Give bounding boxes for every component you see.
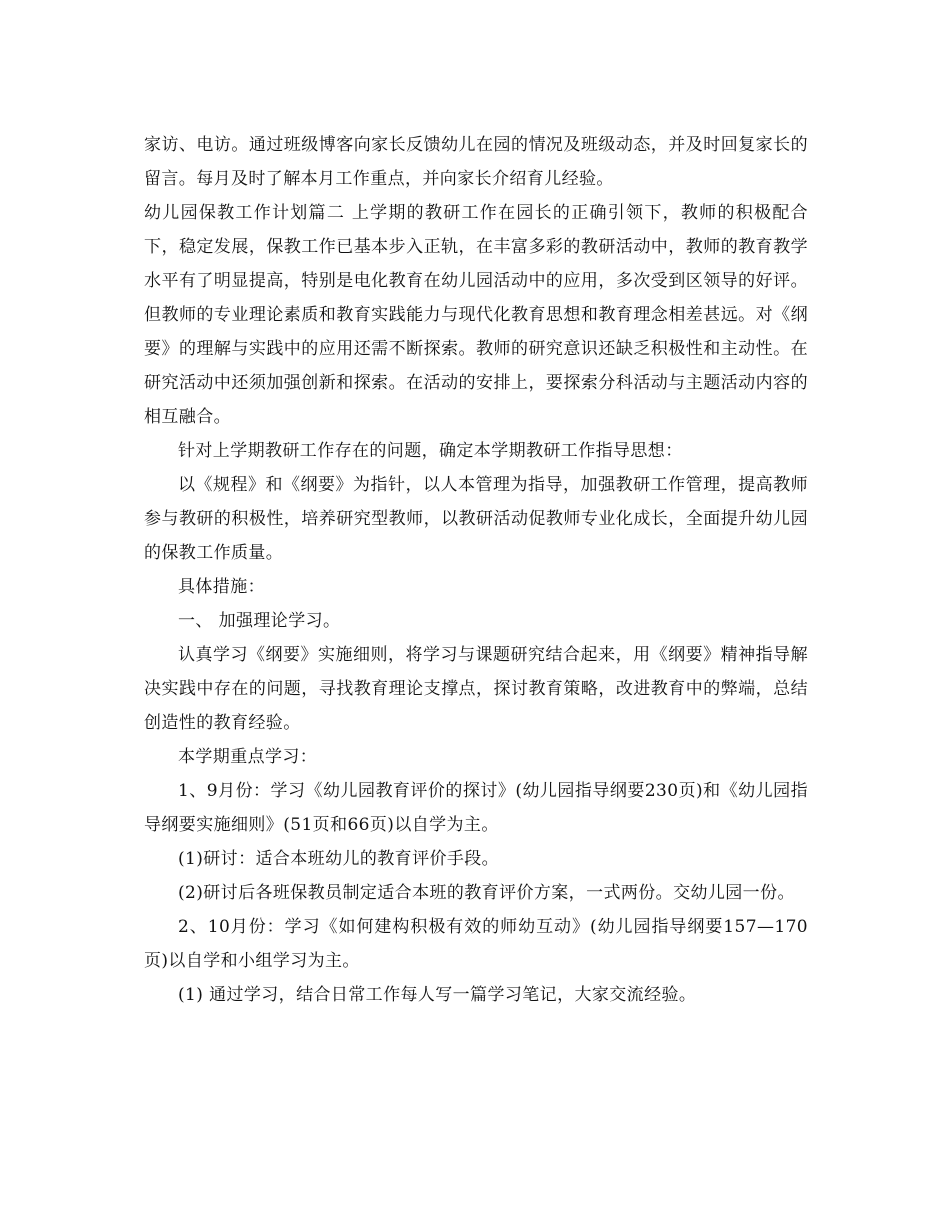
paragraph: 家访、电访。通过班级博客向家长反馈幼儿在园的情况及班级动态，并及时回复家长的留言。每月及时了解本月工作重点，并向家长介绍育儿经验。	[144, 135, 808, 189]
paragraph: (1) 通过学习，结合日常工作每人写一篇学习笔记，大家交流经验。	[178, 985, 697, 1005]
document-body	[144, 128, 808, 1012]
paragraph-with-title	[144, 196, 808, 434]
paragraph-text: 上学期的教研工作在园长的正确引领下，教师的积极配合下，稳定发展，保教工作已基本步入正轨，在丰富多彩的教研活动中，教师的教育教学水平有了明显提高，特别是电化教育在幼儿园活动中的应用，多次受到区领导的好评。但教师的专业理论素质和教育实践能力与现代化教育思想和教育理念相差甚远。对《纲要》的理解与实践中的应用还需不断探索。教师的研究意识还缺乏积极性和主动性。在研究活动中还须加强创新和探索。在活动的安排上，要探索分科活动与主题活动内容的相互融合。	[144, 203, 808, 427]
paragraph: (1)研讨：适合本班幼儿的教育评价手段。	[178, 849, 500, 869]
paragraph-gap	[345, 203, 352, 223]
paragraph: 针对上学期教研工作存在的问题，确定本学期教研工作指导思想：	[178, 441, 683, 461]
paragraph: 1、9月份：学习《幼儿园教育评价的探讨》(幼儿园指导纲要230页)和《幼儿园指导纲要实施细则》(51页和66页)以自学为主。	[144, 781, 808, 835]
paragraph: 具体措施：	[178, 577, 265, 597]
section-title: 幼儿园保教工作计划篇二	[144, 203, 346, 223]
paragraph: 2、10月份：学习《如何建构积极有效的师幼互动》(幼儿园指导纲要157—170页)以自学和小组学习为主。	[144, 917, 808, 971]
paragraph: 以《规程》和《纲要》为指针，以人本管理为指导，加强教研工作管理，提高教师参与教研的积极性，培养研究型教师，以教研活动促教师专业化成长，全面提升幼儿园的保教工作质量。	[144, 475, 808, 563]
paragraph: 一、 加强理论学习。	[178, 611, 341, 631]
paragraph: 本学期重点学习：	[178, 747, 318, 767]
paragraph: (2)研讨后各班保教员制定适合本班的教育评价方案，一式两份。交幼儿园一份。	[178, 883, 795, 903]
paragraph: 认真学习《纲要》实施细则，将学习与课题研究结合起来，用《纲要》精神指导解决实践中存在的问题，寻找教育理论支撑点，探讨教育策略，改进教育中的弊端，总结创造性的教育经验。	[144, 645, 808, 733]
